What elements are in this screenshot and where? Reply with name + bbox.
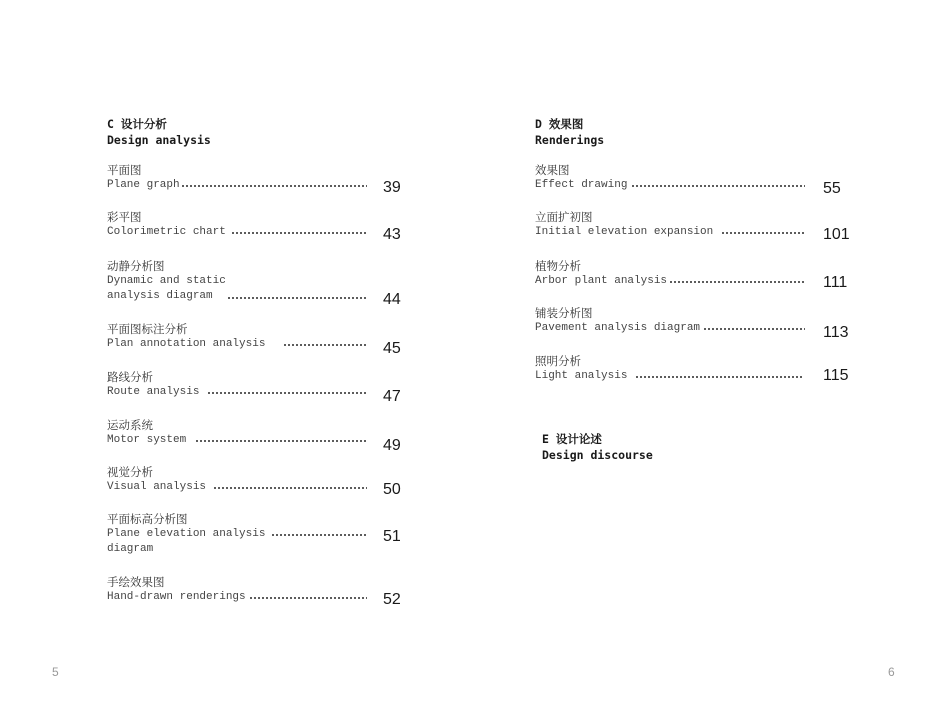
toc-entry-route-analysis[interactable] (107, 370, 407, 406)
entry-title-cn: 平面图标注分析 (107, 322, 188, 336)
toc-right-column (535, 116, 865, 162)
entry-title-cn: 植物分析 (535, 259, 581, 273)
entry-title-en: Visual analysis (107, 481, 207, 493)
entry-title-cn: 平面标高分析图 (107, 512, 188, 526)
toc-entry-hand-drawn[interactable] (107, 575, 407, 611)
toc-entry-motor-system[interactable] (107, 418, 407, 454)
entry-title-en: Plane elevation analysis (107, 528, 266, 540)
entry-title-cn: 视觉分析 (107, 465, 153, 479)
section-c-code: C 设计分析 (107, 117, 167, 131)
toc-entry-visual-analysis[interactable] (107, 465, 407, 501)
entry-title-cn: 手绘效果图 (107, 575, 165, 589)
toc-entry-plane-elevation[interactable] (107, 512, 407, 562)
entry-title-en: Hand-drawn renderings (107, 591, 246, 603)
entry-title-en-line2: analysis diagram (107, 290, 213, 302)
dot-leader (721, 231, 805, 235)
dot-leader (213, 486, 367, 490)
entry-page-number: 113 (823, 324, 849, 341)
dot-leader (703, 327, 805, 331)
entry-page-number: 43 (383, 226, 401, 243)
section-c-header (107, 116, 407, 148)
entry-title-en: Dynamic and static (107, 275, 226, 287)
entry-title-cn: 彩平图 (107, 210, 142, 224)
toc-entry-light-analysis[interactable] (535, 354, 865, 388)
dot-leader (249, 596, 367, 600)
entry-title-cn: 立面扩初图 (535, 210, 593, 224)
page-number-left: 5 (52, 665, 59, 679)
entry-title-cn: 效果图 (535, 163, 570, 177)
dot-leader (631, 184, 805, 188)
toc-entry-effect-drawing[interactable] (535, 163, 865, 197)
entry-title-en: Initial elevation expansion (535, 226, 714, 238)
section-e-title: Design discourse (542, 448, 653, 462)
entry-title-en: Motor system (107, 434, 187, 446)
toc-left-column (107, 116, 407, 162)
entry-title-cn: 动静分析图 (107, 259, 165, 273)
section-d-code: D 效果图 (535, 117, 584, 131)
entry-page-number: 45 (383, 340, 401, 357)
entry-page-number: 47 (383, 388, 401, 405)
dot-leader (231, 231, 367, 235)
entry-page-number: 49 (383, 437, 401, 454)
section-e-code: E 设计论述 (542, 432, 602, 446)
section-d-title: Renderings (535, 133, 605, 147)
entry-page-number: 115 (823, 367, 849, 384)
toc-entry-plane-graph[interactable] (107, 163, 407, 197)
section-d-header (535, 116, 865, 148)
entry-page-number: 55 (823, 180, 841, 197)
entry-page-number: 51 (383, 528, 401, 545)
entry-page-number: 111 (823, 274, 848, 291)
entry-title-en: Effect drawing (535, 179, 628, 191)
entry-title-cn: 铺装分析图 (535, 306, 593, 320)
page-number-right: 6 (888, 665, 895, 679)
entry-title-en: Pavement analysis diagram (535, 322, 701, 334)
entry-title-cn: 路线分析 (107, 370, 153, 384)
entry-page-number: 52 (383, 591, 401, 608)
dot-leader (227, 296, 367, 300)
toc-entry-pavement[interactable] (535, 306, 865, 340)
dot-leader (669, 280, 805, 284)
entry-page-number: 44 (383, 291, 401, 308)
entry-page-number: 101 (823, 226, 850, 243)
toc-entry-colorimetric-chart[interactable] (107, 210, 407, 244)
entry-page-number: 50 (383, 481, 401, 498)
toc-entry-arbor-plant[interactable] (535, 259, 865, 293)
toc-entry-plan-annotation[interactable] (107, 322, 407, 358)
toc-entry-initial-elevation[interactable] (535, 210, 865, 244)
dot-leader (283, 343, 367, 347)
toc-entry-dynamic-static[interactable] (107, 259, 407, 309)
dot-leader (635, 375, 803, 379)
entry-title-cn: 运动系统 (107, 418, 153, 432)
dot-leader (195, 439, 367, 443)
section-c-title: Design analysis (107, 133, 211, 147)
entry-title-en: Arbor plant analysis (535, 275, 668, 287)
dot-leader (181, 184, 367, 188)
entry-title-en: Light analysis (535, 370, 628, 382)
entry-title-en: Route analysis (107, 386, 200, 398)
entry-page-number: 39 (383, 179, 401, 196)
dot-leader (271, 533, 367, 537)
entry-title-en: Plan annotation analysis (107, 338, 266, 350)
entry-title-en-line2: diagram (107, 543, 154, 555)
entry-title-cn: 照明分析 (535, 354, 581, 368)
entry-title-cn: 平面图 (107, 163, 142, 177)
dot-leader (207, 391, 367, 395)
section-e-header (542, 431, 653, 463)
entry-title-en: Plane graph (107, 179, 180, 191)
entry-title-en: Colorimetric chart (107, 226, 226, 238)
